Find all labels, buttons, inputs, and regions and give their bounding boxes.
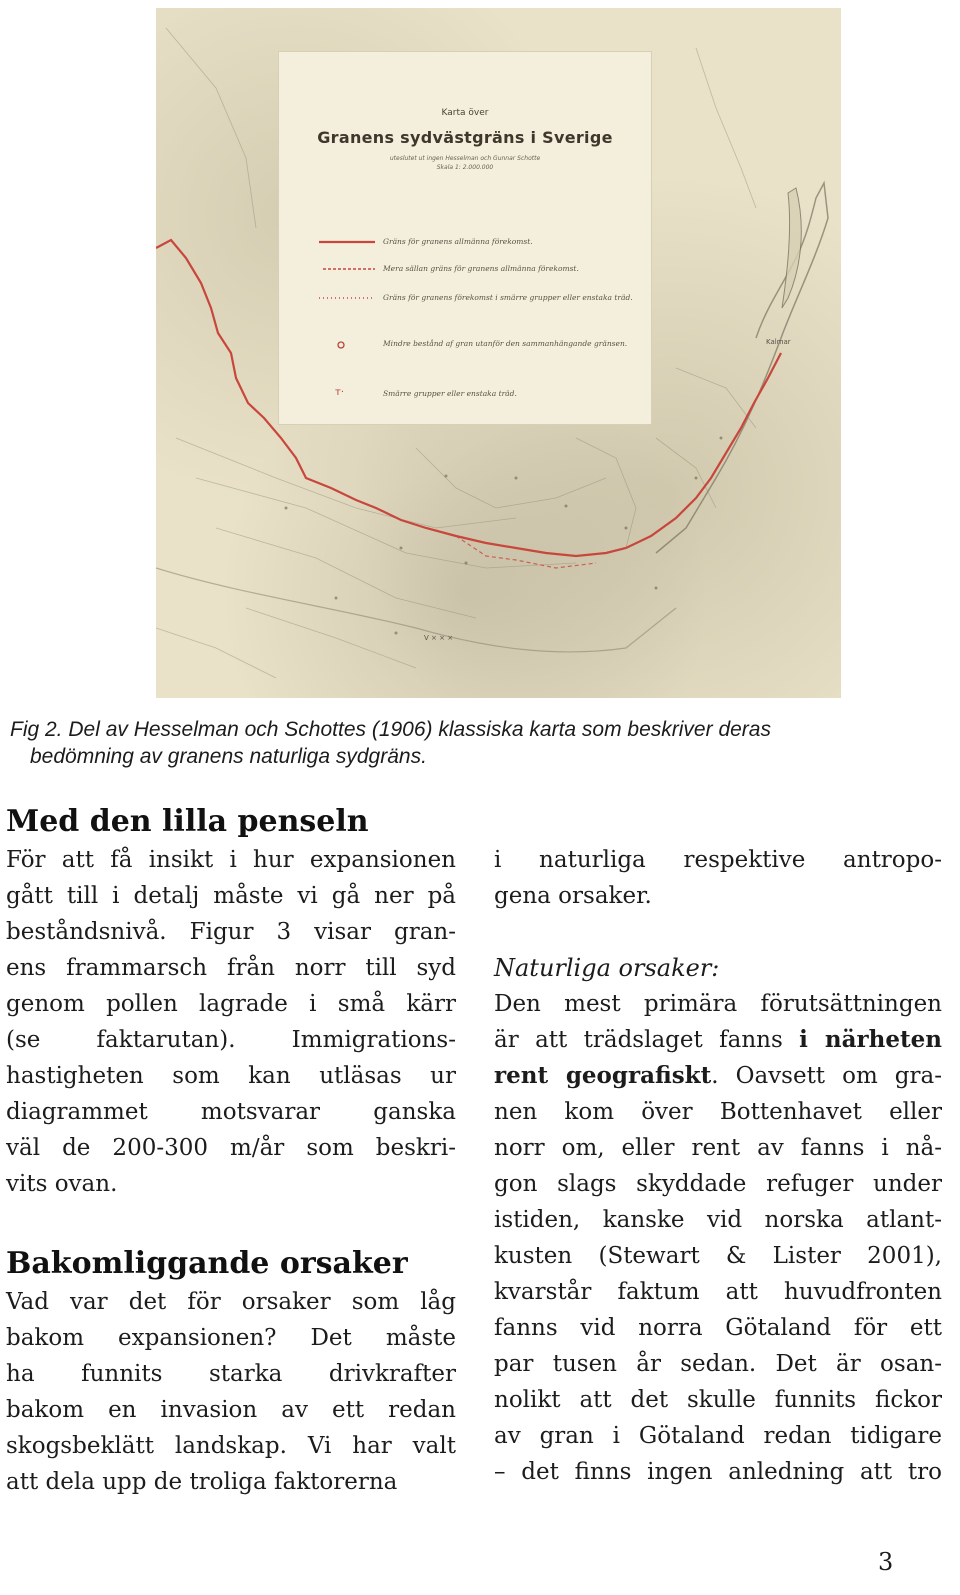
text-line: (se faktarutan). Immigrations- bbox=[6, 1027, 456, 1053]
legend-item: Gräns för granens förekomst i smärre grupper eller enstaka träd. bbox=[383, 293, 633, 302]
text-line: kusten (Stewart & Lister 2001), bbox=[494, 1243, 942, 1269]
legend-item: Smärre grupper eller enstaka träd. bbox=[383, 389, 517, 398]
text-line: nen kom över Bottenhavet eller bbox=[494, 1099, 942, 1125]
left-column-section2 bbox=[6, 1244, 456, 1500]
text-line: bakom en invasion av ett redan bbox=[6, 1397, 456, 1423]
text-line: beståndsnivå. Figur 3 visar gran- bbox=[6, 919, 456, 945]
text-line: ens frammarsch från norr till syd bbox=[6, 955, 456, 981]
text-line: bakom expansionen? Det måste bbox=[6, 1325, 456, 1351]
text-line: ha funnits starka drivkrafter bbox=[6, 1361, 456, 1387]
bold-phrase: i närheten bbox=[799, 1026, 942, 1053]
svg-text:Kalmar: Kalmar bbox=[766, 338, 791, 346]
text-line: gon slags skyddade refuger under bbox=[494, 1171, 942, 1197]
legend-circle-symbol bbox=[338, 342, 344, 348]
subheading: Naturliga orsaker: bbox=[494, 954, 720, 982]
map-title-small: Karta över bbox=[441, 108, 489, 118]
svg-text:V × × ×: V × × × bbox=[424, 634, 454, 642]
text-line: kvarstår faktum att huvudfronten bbox=[494, 1279, 942, 1305]
text-line: i naturliga respektive antropo- bbox=[494, 847, 942, 873]
legend-item: Gräns för granens allmänna förekomst. bbox=[383, 237, 533, 246]
text-line: Den mest primära förutsättningen bbox=[494, 991, 942, 1017]
caption-line: Fig 2. Del av Hesselman och Schottes (1906) klassiska karta som beskriver deras bbox=[10, 718, 771, 741]
text-line: gena orsaker. bbox=[494, 883, 652, 909]
caption-line: bedömning av granens naturliga sydgräns. bbox=[30, 745, 427, 768]
section-heading: Med den lilla penseln bbox=[6, 804, 369, 839]
text-line: par tusen år sedan. Det är osan- bbox=[494, 1351, 942, 1377]
page-number: 3 bbox=[878, 1548, 894, 1576]
text-line: diagrammet motsvarar ganska bbox=[6, 1099, 456, 1125]
text-line: vits ovan. bbox=[6, 1171, 118, 1197]
text-line bbox=[494, 1022, 942, 1058]
text-line: gått till i detalj måste vi gå ner på bbox=[6, 883, 456, 909]
map-subtitle-line: uteslutet ut ingen Hesselman och Gunnar Schotte bbox=[389, 155, 541, 162]
text-fragment: är att trädslaget fanns bbox=[494, 1027, 800, 1053]
bold-phrase: rent geografiskt bbox=[494, 1062, 712, 1089]
left-column bbox=[6, 802, 456, 1202]
section-heading: Bakomliggande orsaker bbox=[6, 1246, 408, 1281]
text-line: av gran i Götaland redan tidigare bbox=[494, 1423, 942, 1449]
legend-item: Mera sällan gräns för granens allmänna förekomst. bbox=[383, 264, 579, 273]
text-fragment: . Oavsett om gra- bbox=[711, 1063, 942, 1089]
legend-item: Mindre bestånd af gran utanför den sammanhängande gränsen. bbox=[383, 339, 628, 348]
text-line: För att få insikt i hur expansionen bbox=[6, 847, 456, 873]
text-line: Vad var det för orsaker som låg bbox=[6, 1289, 456, 1315]
map-legend-panel bbox=[278, 51, 652, 425]
text-line: väl de 200-300 m/år som beskri- bbox=[6, 1135, 456, 1161]
right-column bbox=[494, 842, 942, 1490]
text-line bbox=[494, 1058, 942, 1094]
map-figure bbox=[156, 8, 841, 698]
text-line: skogsbeklätt landskap. Vi har valt bbox=[6, 1433, 456, 1459]
text-line: – det finns ingen anledning att tro bbox=[494, 1459, 942, 1485]
figure-caption bbox=[10, 716, 945, 770]
text-line: fanns vid norra Götaland för ett bbox=[494, 1315, 942, 1341]
text-line: att dela upp de troliga faktorerna bbox=[6, 1469, 398, 1495]
legend-tee-symbol: ᴛ· bbox=[335, 387, 345, 398]
text-line: hastigheten som kan utläsas ur bbox=[6, 1063, 456, 1089]
text-line: genom pollen lagrade i små kärr bbox=[6, 991, 456, 1017]
text-line: nolikt att det skulle funnits fickor bbox=[494, 1387, 942, 1413]
text-line: norr om, eller rent av fanns i nå- bbox=[494, 1135, 942, 1161]
map-scale: Skala 1: 2.000.000 bbox=[436, 164, 494, 171]
text-line: istiden, kanske vid norska atlant- bbox=[494, 1207, 942, 1233]
map-title: Granens sydvästgräns i Sverige bbox=[317, 128, 613, 147]
